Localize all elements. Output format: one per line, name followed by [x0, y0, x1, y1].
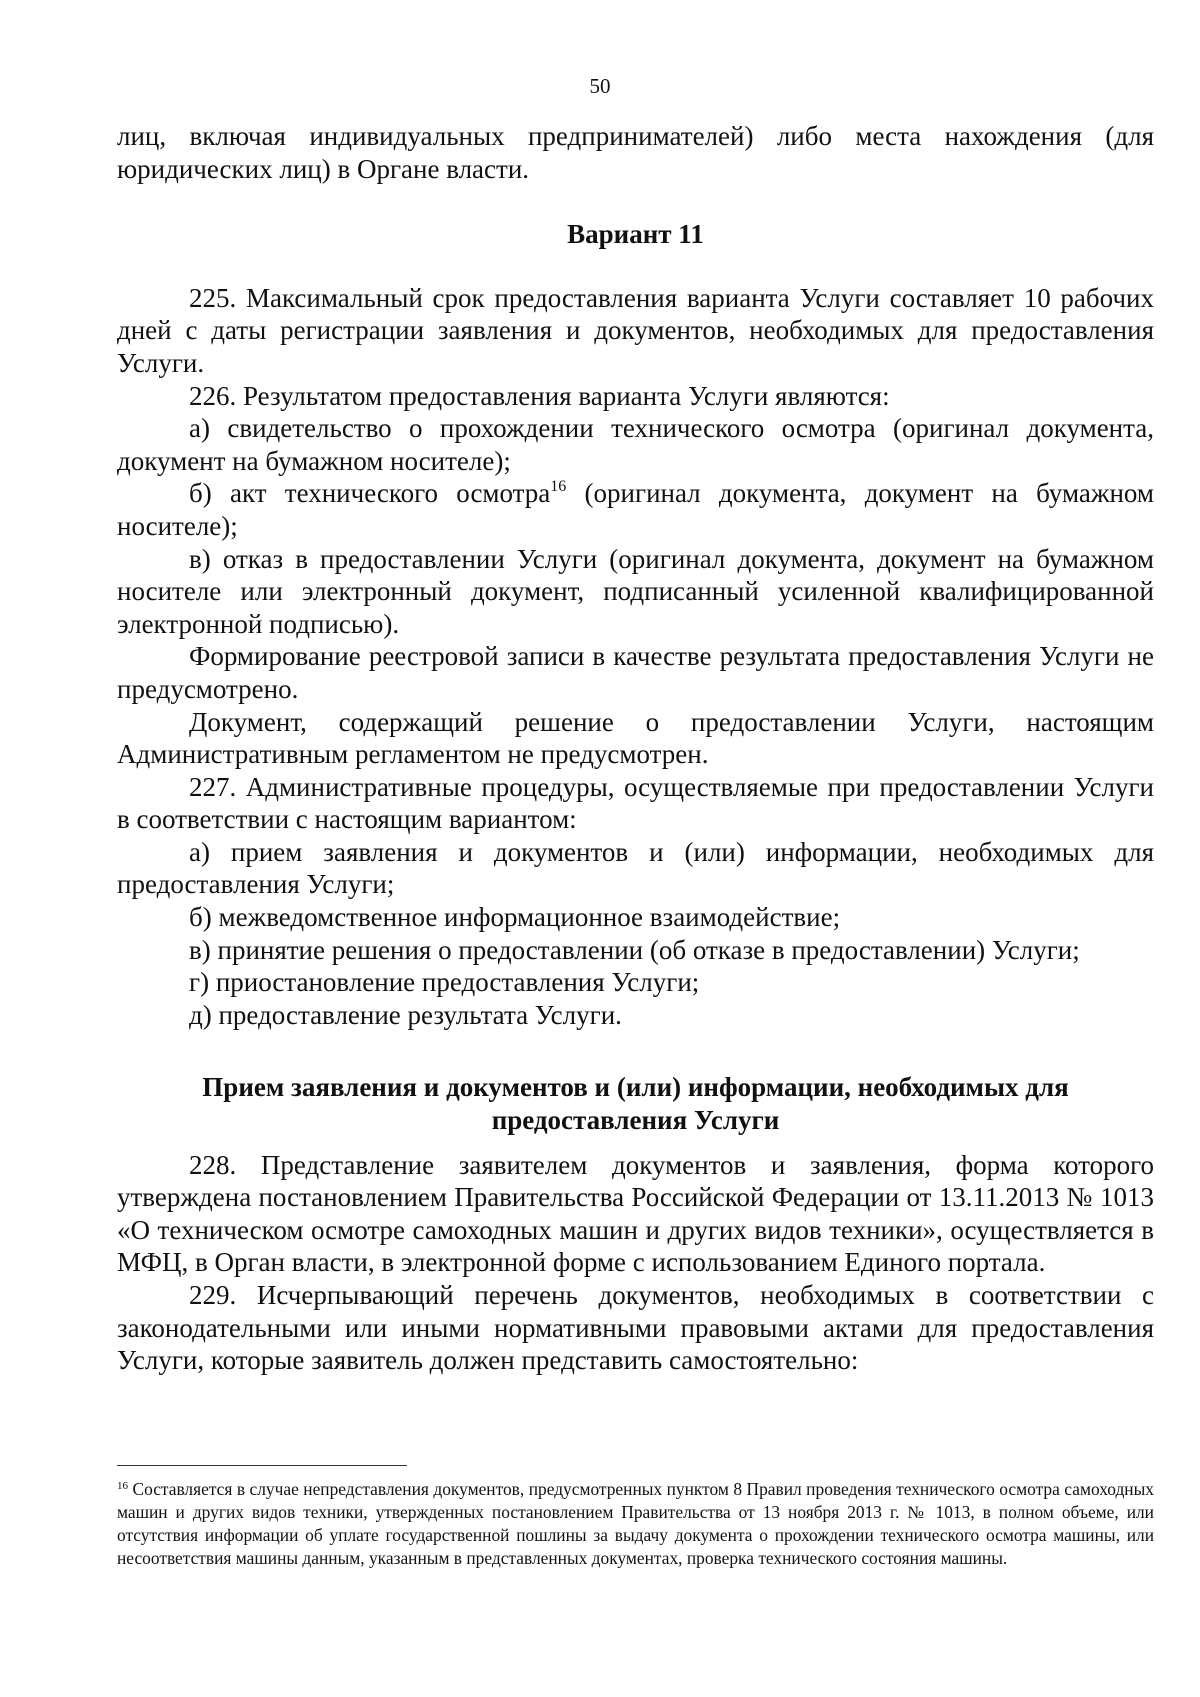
heading-section: Прием заявления и документов и (или) информации, необходимых для предоставления Услуги — [202, 1072, 1069, 1136]
list-item-226-a: а) свидетельство о прохождении технического осмотра (оригинал документа, документ на бумажном носителе); — [117, 413, 1154, 476]
paragraph-decision-document: Документ, содержащий решение о предоставлении Услуги, настоящим Административным регламентом не предусмотрен. — [117, 706, 1154, 770]
paragraph-225: 225. Максимальный срок предоставления варианта Услуги составляет 10 рабочих дней с даты регистрации заявления и документов, необходимых для предоставления Услуги. — [117, 282, 1154, 378]
footnote — [117, 1478, 1154, 1570]
paragraph-registry-record: Формирование реестровой записи в качестве результата предоставления Услуги не предусмотрено. — [117, 641, 1154, 704]
body-text — [117, 120, 1154, 1377]
list-item-227-b: б) межведомственное информационное взаимодействие; — [189, 902, 841, 933]
footnote-ref[interactable]: 16 — [550, 478, 567, 496]
heading-variant: Вариант 11 — [567, 219, 704, 250]
list-item-226-b — [117, 477, 1154, 542]
footnote-number: 16 — [117, 1480, 128, 1492]
list-item-227-a: а) прием заявления и документов и (или) информации, необходимых для предоставления Услуги; — [117, 836, 1154, 900]
list-item-227-v: в) принятие решения о предоставлении (об отказе в предоставлении) Услуги; — [189, 934, 1080, 965]
list-item-226-b-text: б) акт технического осмотра — [189, 478, 551, 509]
footnote-text: Составляется в случае непредставления документов, предусмотренных пунктом 8 Правил проведения технического осмотра самоходных машин и других видов техники, утвержденных постановлением Правительства от 13 ноября 2013 г. № 1013, в полном объеме, или отсутствия информации об уплате государственной пошлины за выдачу документа о прохождении технического осмотра машины, или несоответствия машины данным, указанным в представленных документах, проверка технического состояния машины. — [117, 1479, 1154, 1568]
page-number: 50 — [589, 74, 611, 98]
list-item-227-d: д) предоставление результата Услуги. — [189, 999, 622, 1030]
list-item-227-g: г) приостановление предоставления Услуги; — [189, 967, 700, 998]
paragraph-226: 226. Результатом предоставления варианта Услуги являются: — [189, 380, 890, 411]
paragraph-228: 228. Представление заявителем документов и заявления, форма которого утверждена постановлением Правительства Российской Федерации от 13.11.2013 № 1013 «О техническом осмотре самоходных машин и других видов техники», осуществляется в МФЦ, в Орган власти, в электронной форме с использованием Единого портала. — [117, 1149, 1154, 1278]
footnote-divider — [117, 1465, 407, 1466]
paragraph-227: 227. Административные процедуры, осуществляемые при предоставлении Услуги в соответствии с настоящим вариантом: — [117, 771, 1154, 835]
list-item-226-b-rest: (оригинал документа, документ на бумажном носителе); — [117, 478, 1155, 541]
paragraph-229: 229. Исчерпывающий перечень документов, необходимых в соответствии с законодательными или иными нормативными правовыми актами для предоставления Услуги, которые заявитель должен представить самостоятельно: — [117, 1280, 1154, 1376]
list-item-226-v: в) отказ в предоставлении Услуги (оригинал документа, документ на бумажном носителе или электронный документ, подписанный усиленной квалифицированной электронной подписью). — [117, 543, 1154, 639]
paragraph-continuation: лиц, включая индивидуальных предпринимателей) либо места нахождения (для юридических лиц) в Органе власти. — [117, 121, 1154, 184]
